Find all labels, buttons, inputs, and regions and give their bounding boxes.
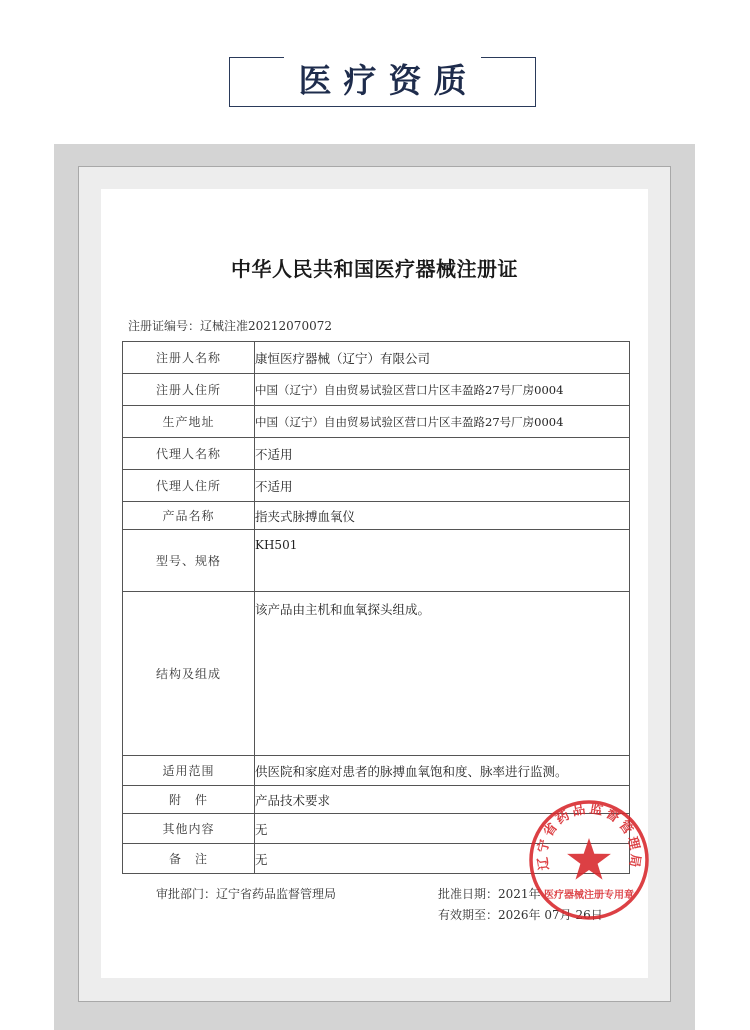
table-row — [123, 502, 630, 530]
row-value: 中国（辽宁）自由贸易试验区营口片区丰盈路27号厂房0004 — [255, 374, 630, 406]
row-label: 备 注 — [123, 844, 255, 874]
row-value: 指夹式脉搏血氧仪 — [255, 502, 630, 530]
row-label: 其他内容 — [123, 814, 255, 844]
registration-number: 注册证编号：辽械注准20212070072 — [128, 319, 332, 333]
row-value: 不适用 — [255, 438, 630, 470]
row-value: 产品技术要求 — [255, 786, 630, 814]
table-row — [123, 406, 630, 438]
official-seal-icon — [527, 798, 651, 922]
table-row — [123, 756, 630, 786]
row-label: 代理人住所 — [123, 470, 255, 502]
svg-text:医疗器械注册专用章: 医疗器械注册专用章 — [544, 890, 634, 901]
row-label: 注册人住所 — [123, 374, 255, 406]
row-label: 生产地址 — [123, 406, 255, 438]
row-value: 康恒医疗器械（辽宁）有限公司 — [255, 342, 630, 374]
row-value: 无 — [255, 844, 630, 874]
row-value: KH501 — [255, 530, 630, 592]
certificate-table — [122, 341, 630, 874]
row-value: 无 — [255, 814, 630, 844]
row-value: 中国（辽宁）自由贸易试验区营口片区丰盈路27号厂房0004 — [255, 406, 630, 438]
row-label: 型号、规格 — [123, 530, 255, 592]
row-label: 适用范围 — [123, 756, 255, 786]
table-row — [123, 592, 630, 756]
row-label: 代理人名称 — [123, 438, 255, 470]
page-title: 医疗资质 — [298, 61, 479, 100]
valid-until-date: 有效期至：2026年 07月 26日 — [438, 908, 603, 922]
row-label: 注册人名称 — [123, 342, 255, 374]
approval-date: 批准日期：2021年 — [438, 887, 541, 901]
row-label: 结构及组成 — [123, 592, 255, 756]
table-row — [123, 470, 630, 502]
svg-text:辽宁省药品监督管理局: 辽宁省药品监督管理局 — [535, 801, 643, 872]
table-row — [123, 530, 630, 592]
certificate-title: 中华人民共和国医疗器械注册证 — [231, 257, 518, 281]
row-value: 该产品由主机和血氧探头组成。 — [255, 592, 630, 756]
approval-department: 审批部门：辽宁省药品监督管理局 — [156, 887, 337, 901]
row-label: 附 件 — [123, 786, 255, 814]
table-row — [123, 438, 630, 470]
table-row — [123, 342, 630, 374]
table-row — [123, 374, 630, 406]
row-value: 供医院和家庭对患者的脉搏血氧饱和度、脉率进行监测。 — [255, 756, 630, 786]
row-label: 产品名称 — [123, 502, 255, 530]
row-value: 不适用 — [255, 470, 630, 502]
